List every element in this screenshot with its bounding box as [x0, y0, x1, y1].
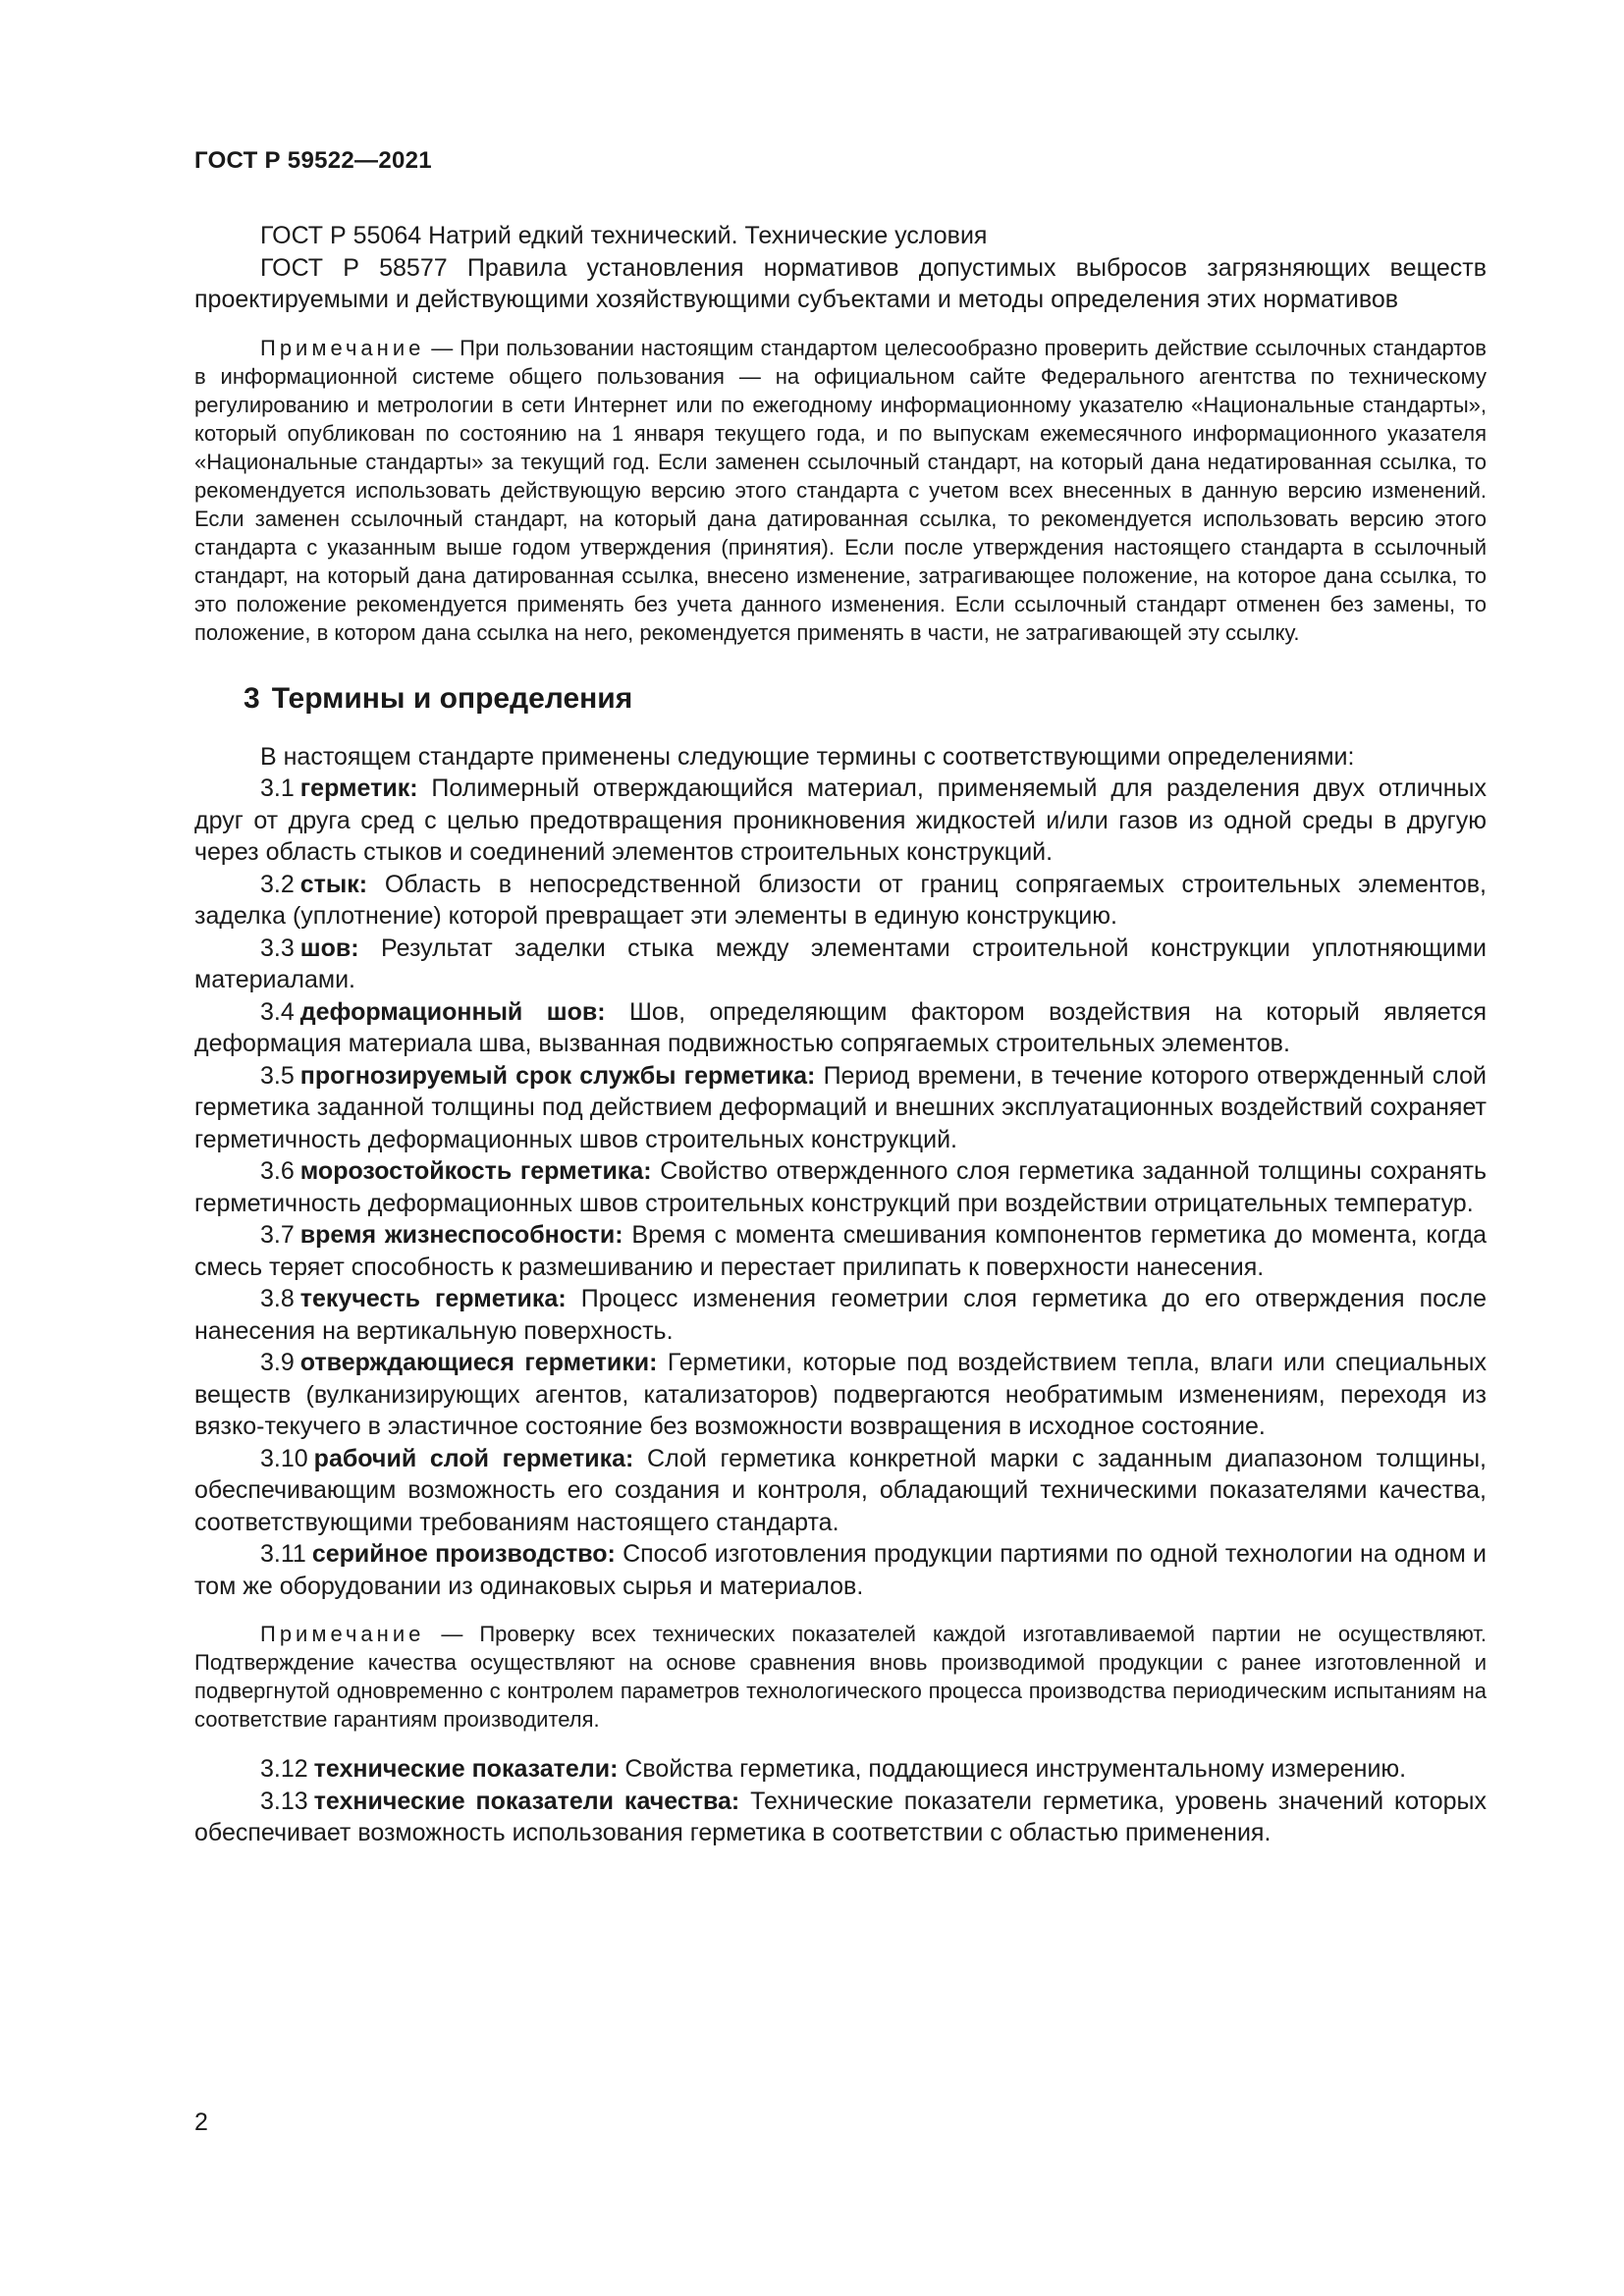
term-number: 3.11	[260, 1540, 306, 1568]
term-item	[194, 1538, 1487, 1602]
term-item	[194, 933, 1487, 996]
section-heading	[194, 682, 1487, 716]
note-label: Примечание	[260, 1622, 425, 1646]
reference-text: Правила установления нормативов допустимых выбросов загрязняющих веществ проектируемыми и действующими хозяйствующими субъектами и методы определения этих нормативов	[194, 253, 1487, 313]
term-definition: Период времени, в течение которого отвержденный слой герметика заданной толщины под действием деформаций и внешних эксплуатационных воздействий сохраняет герметичность деформационных швов строительных конструкций.	[194, 1061, 1487, 1153]
term-number: 3.3	[260, 934, 295, 962]
term-number: 3.8	[260, 1285, 295, 1312]
term-number: 3.5	[260, 1061, 295, 1090]
term-definition: Шов, определяющим фактором воздействия на который является деформация материала шва, вызванная подвижностью сопрягаемых строительных элементов.	[194, 997, 1487, 1057]
term-definition: Слой герметика конкретной марки с заданным диапазоном толщины, обеспечивающим возможность его создания и контроля, обладающий техническими показателями качества, соответствующими требованиям настоящего стандарта.	[194, 1444, 1488, 1536]
term-name: герметик:	[299, 774, 418, 802]
term-name: морозостойкость герметика:	[299, 1157, 652, 1185]
term-item	[194, 1786, 1487, 1849]
note-text: — Проверку всех технических показателей каждой изготавливаемой партии не осуществляют. Подтверждение качества осуществляют на основе сравнения вновь производимой продукции с ранее изготовленной и подвергнутой одновременно с контролем параметров технологического процесса производства периодическим испытаниям на соответствие гарантиям производителя.	[194, 1622, 1487, 1732]
term-item	[194, 996, 1487, 1060]
term-definition: Полимерный отверждающийся материал, применяемый для разделения двух отличных друг от друга сред с целью предотвращения проникновения жидкостей и/или газов из одной среды в другую через область стыков и соединений элементов строительных конструкций.	[194, 774, 1488, 866]
term-name: текучесть герметика:	[299, 1285, 567, 1312]
reference-code: ГОСТ Р 58577	[260, 253, 448, 282]
section-intro: В настоящем стандарте применены следующие термины с соответствующими определениями:	[260, 742, 1355, 771]
page-content	[194, 220, 1487, 1849]
term-item	[194, 1283, 1487, 1347]
note-paragraph	[194, 334, 1487, 647]
section-title: Термины и определения	[271, 681, 633, 715]
term-number: 3.1	[260, 774, 295, 802]
note-label: Примечание	[260, 335, 425, 360]
term-item	[194, 1219, 1487, 1283]
term-item	[194, 1753, 1487, 1786]
term-number: 3.9	[260, 1349, 295, 1376]
term-definition: Область в непосредственной близости от границ сопрягаемых строительных элементов, заделка (уплотнение) которой превращает эти элементы в единую конструкцию.	[194, 870, 1487, 930]
reference-item	[194, 220, 1487, 252]
term-number: 3.7	[260, 1221, 295, 1249]
term-item	[194, 1155, 1487, 1219]
reference-text: Натрий едкий технический. Технические условия	[428, 222, 988, 249]
term-name: деформационный шов:	[299, 997, 606, 1026]
document-header: ГОСТ Р 59522—2021	[194, 147, 432, 174]
term-definition: Процесс изменения геометрии слоя герметика до его отверждения после нанесения на вертикальную поверхность.	[194, 1285, 1488, 1345]
note-text: — При пользовании настоящим стандартом целесообразно проверить действие ссылочных стандартов в информационной системе общего пользования — на официальном сайте Федерального агентства по техническому регулированию и метрологии в сети Интернет или по ежегодному информационному указателю «Национальные стандарты», который опубликован по состоянию на 1 января текущего года, и по выпускам ежемесячного информационного указателя «Национальные стандарты» за текущий год. Если заменен ссылочный стандарт, на который дана недатированная ссылка, то рекомендуется использовать действующую версию этого стандарта с учетом всех внесенных в данную версию изменений. Если заменен ссылочный стандарт, на который дана датированная ссылка, то рекомендуется использовать версию этого стандарта с указанным выше годом утверждения (принятия). Если после утверждения настоящего стандарта в ссылочный стандарт, на который дана датированная ссылка, внесено изменение, затрагивающее положение, на которое дана ссылка, то это положение рекомендуется применять без учета данного изменения. Если ссылочный стандарт отменен без замены, то положение, в котором дана ссылка на него, рекомендуется применять в части, не затрагивающей эту ссылку.	[194, 335, 1487, 645]
term-name: прогнозируемый срок службы герметика:	[299, 1061, 816, 1090]
term-name: время жизнеспособности:	[299, 1221, 623, 1249]
term-name: рабочий слой герметика:	[313, 1444, 634, 1472]
reference-item	[194, 252, 1487, 316]
section-number: 3	[244, 681, 260, 715]
term-definition: Время с момента смешивания компонентов герметика до момента, когда смесь теряет способность к размешиванию и перестает прилипать к поверхности нанесения.	[194, 1221, 1487, 1281]
term-definition: Свойства герметика, поддающиеся инструментальному измерению.	[624, 1755, 1407, 1783]
term-item	[194, 1060, 1487, 1156]
term-number: 3.6	[260, 1157, 295, 1185]
term-definition: Способ изготовления продукции партиями по одной технологии на одном и том же оборудовании из одинаковых сырья и материалов.	[194, 1540, 1487, 1600]
term-name: технические показатели качества:	[313, 1787, 740, 1815]
terms-list	[194, 773, 1487, 1602]
term-item	[194, 773, 1487, 869]
term-definition: Результат заделки стыка между элементами строительной конструкции уплотняющими материалами.	[194, 934, 1487, 993]
reference-code: ГОСТ Р 55064	[260, 222, 422, 249]
term-definition: Герметики, которые под воздействием тепла, влаги или специальных веществ (вулканизирующих агентов, катализаторов) подвергаются необратимым изменениям, переходя из вязко-текучего в эластичное состояние без возможности возвращения в исходное состояние.	[194, 1349, 1488, 1440]
term-name: технические показатели:	[313, 1755, 619, 1783]
term-item	[194, 1347, 1487, 1443]
term-number: 3.2	[260, 870, 295, 898]
term-name: отверждающиеся герметики:	[299, 1349, 658, 1376]
page-number: 2	[194, 2109, 208, 2136]
note-paragraph	[194, 1620, 1487, 1734]
term-definition: Технические показатели герметика, уровень значений которых обеспечивает возможность использования герметика в соответствии с областью применения.	[194, 1787, 1487, 1846]
term-number: 3.13	[260, 1787, 308, 1815]
term-definition: Свойство отвержденного слоя герметика заданной толщины сохранять герметичность деформационных швов строительных конструкций при воздействии отрицательных температур.	[194, 1157, 1488, 1217]
terms-list	[194, 1753, 1487, 1849]
term-item	[194, 869, 1487, 933]
term-name: серийное производство:	[311, 1540, 616, 1568]
term-item	[194, 1443, 1487, 1539]
term-name: шов:	[299, 934, 359, 962]
references-list	[194, 220, 1487, 316]
term-number: 3.10	[260, 1444, 308, 1472]
term-number: 3.4	[260, 997, 295, 1026]
term-name: стык:	[299, 870, 368, 898]
term-number: 3.12	[260, 1755, 308, 1783]
